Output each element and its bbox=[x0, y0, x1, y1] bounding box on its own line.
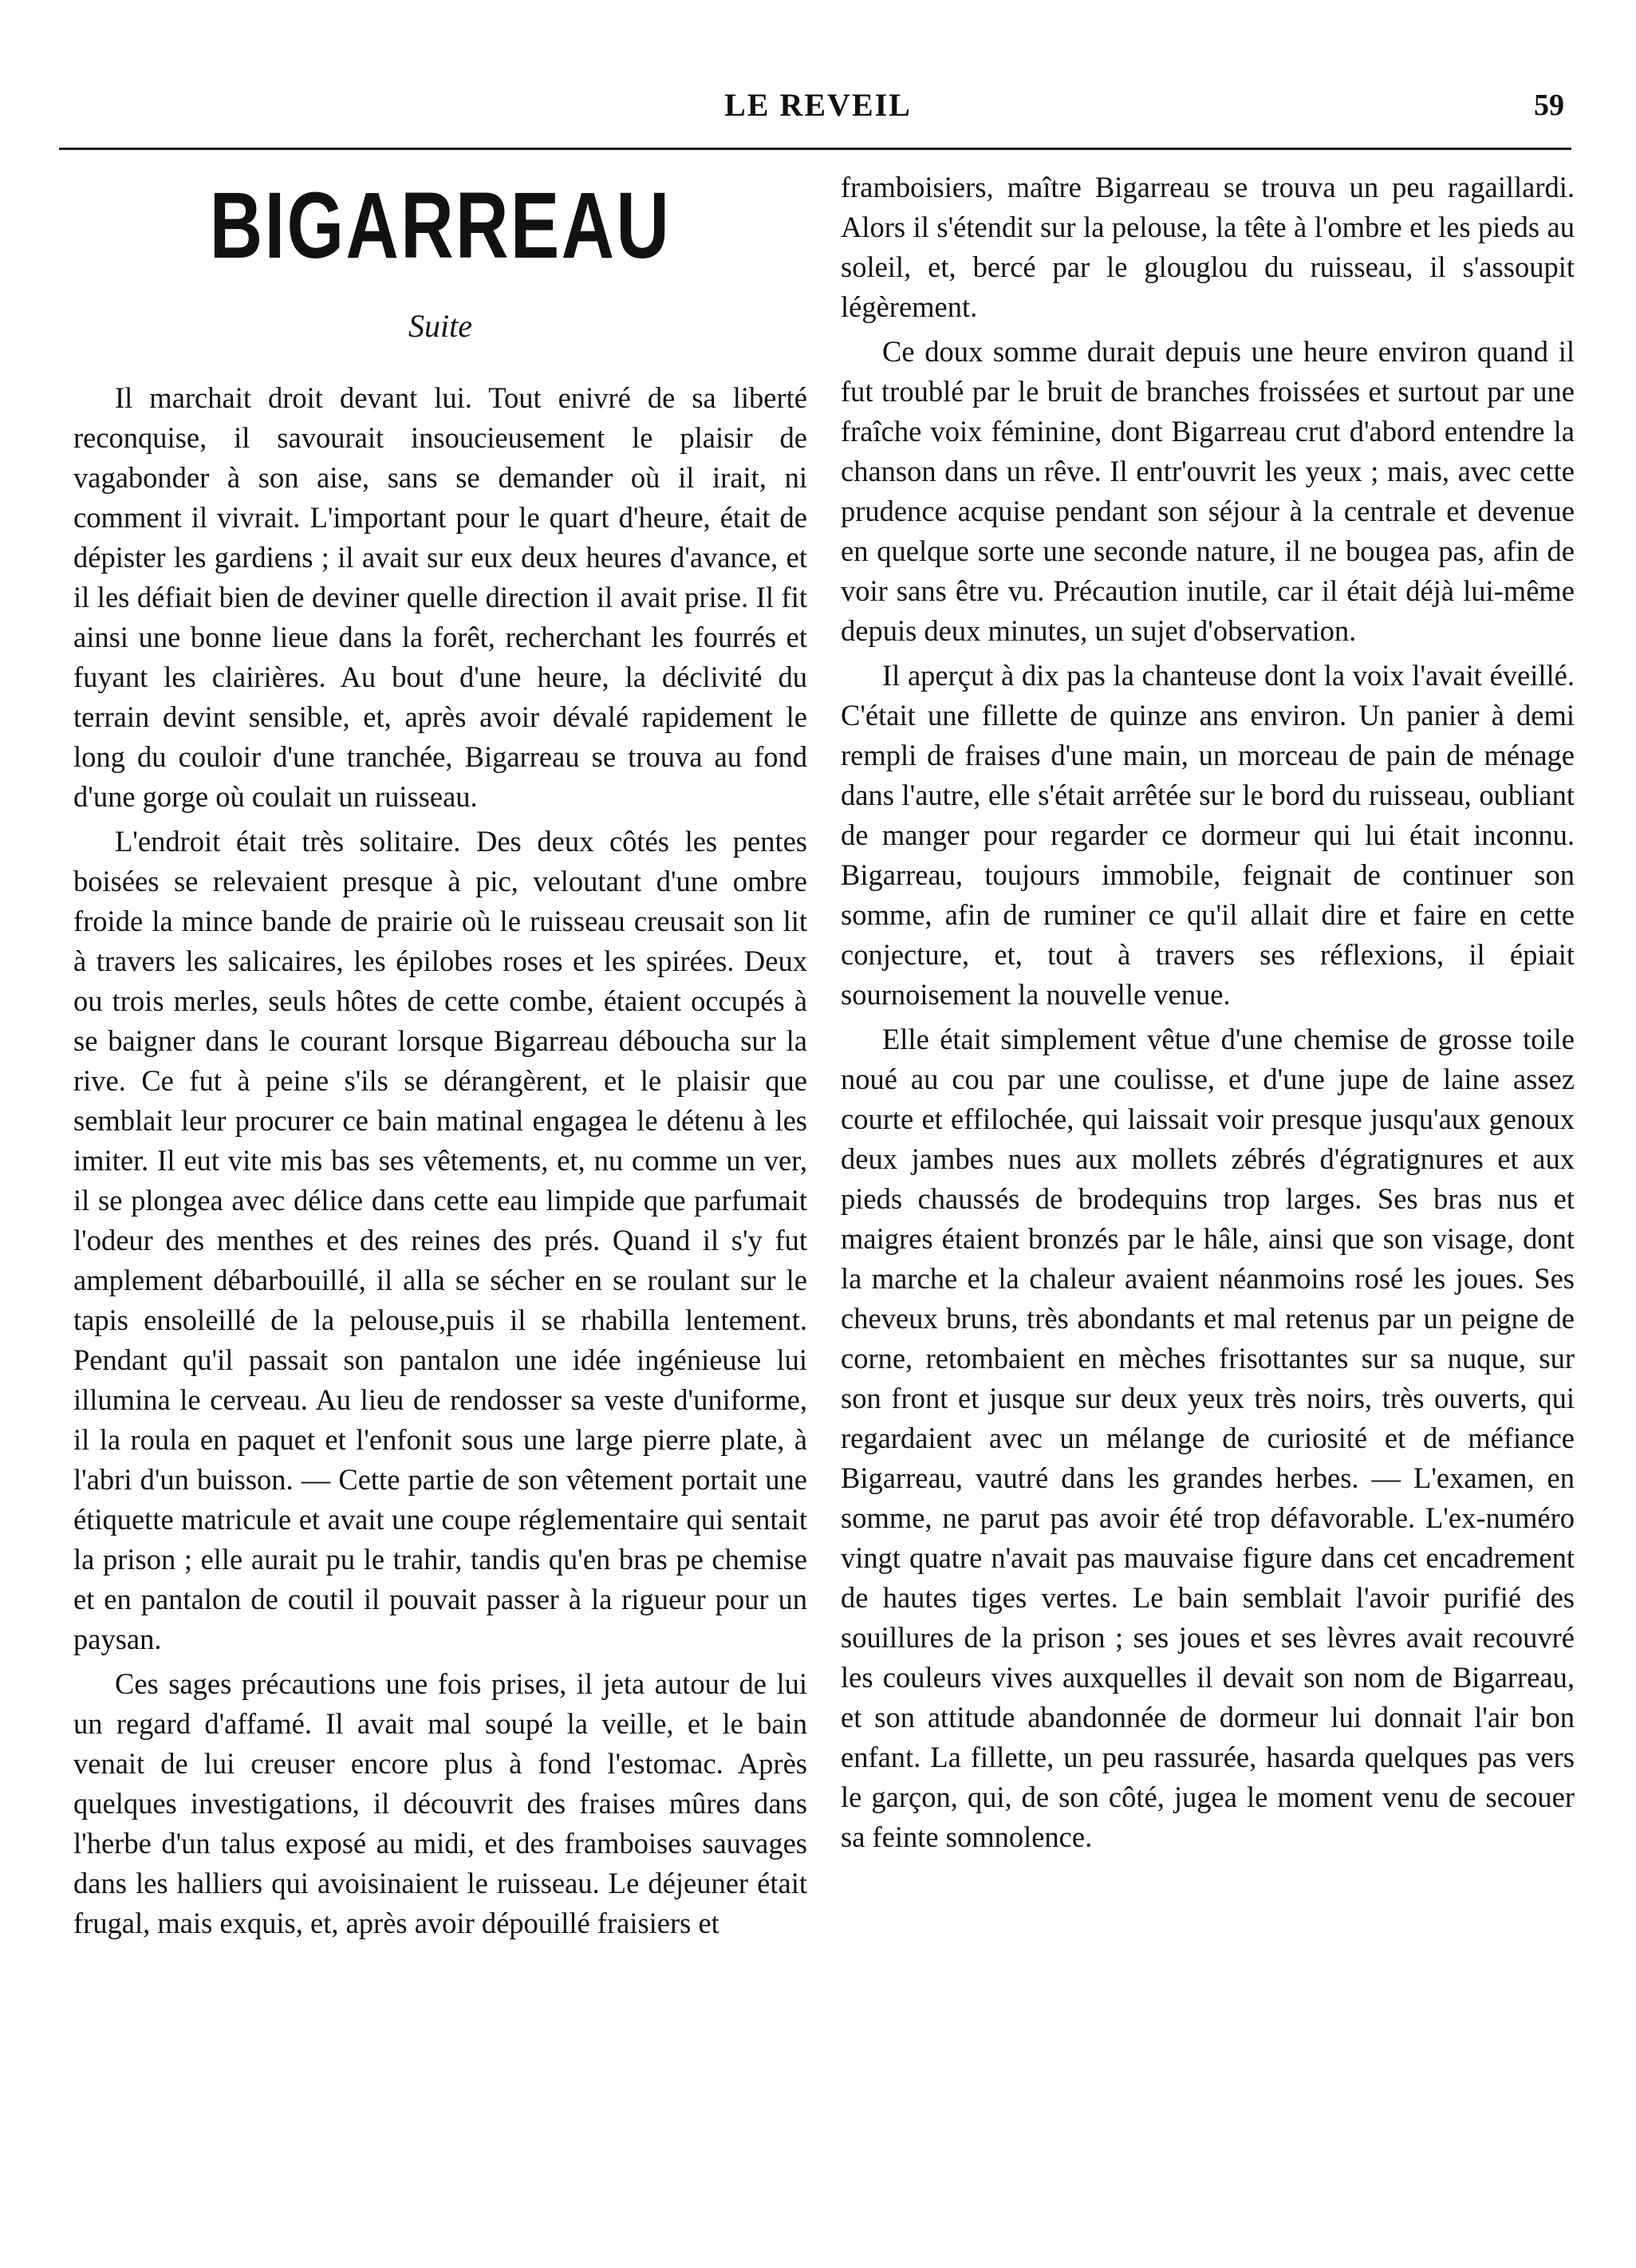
running-title: LE REVEIL bbox=[724, 87, 912, 123]
paragraph: L'endroit était très solitaire. Des deux côtés les pentes boisées se relevaient presque à pic, veloutant d'une ombre froide la mince bande de prairie où le ruisseau creusait son lit à travers les salicaires, les épilobes roses et les spirées. Deux ou trois merles, seuls hôtes de cette combe, étaient occupés à se baigner dans le courant lorsque Bigarreau déboucha sur la rive. Ce fut à peine s'ils se dérangèrent, et le plaisir que semblait leur procurer ce bain matinal engagea le détenu à les imiter. Il eut vite mis bas ses vêtements, et, nu comme un ver, il se plongea avec délice dans cette eau limpide que parfumait l'odeur des menthes et des reines des prés. Quand il s'y fut amplement débarbouillé, il alla se sécher en se roulant sur le tapis ensoleillé de la pelouse,puis il se rhabilla lentement. Pendant qu'il passait son pantalon une idée ingénieuse lui illumina le cerveau. Au lieu de rendosser sa veste d'uniforme, il la roula en paquet et l'enfonit sous une large pierre plate, à l'abri d'un buisson. — Cette partie de son vêtement portait une étiquette matricule et avait une coupe réglementaire qui sentait la prison ; elle aurait pu le trahir, tandis qu'en bras pe chemise et en pantalon de coutil il pouvait passer à la rigueur pour un paysan. bbox=[73, 825, 807, 1655]
paragraph: Elle était simplement vêtue d'une chemise de grosse toile noué au cou par une coulisse, et d'une jupe de laine assez courte et effilochée, qui laissait voir presque jusqu'aux genoux deux jambes nues aux mollets zébrés d'égratignures et aux pieds chaussés de brodequins trop larges. Ses bras nus et maigres étaient bronzés par le hâle, ainsi que son visage, dont la marche et la chaleur avaient néanmoins rosé les joues. Ses cheveux bruns, très abondants et mal retenus par un peigne de corne, retombaient en mèches frisottantes sur sa nuque, sur son front et jusque sur deux yeux très noirs, très ouverts, qui regardaient avec un mélange de curiosité et de méfiance Bigarreau, vautré dans les grandes herbes. — L'examen, en somme, ne parut pas avoir été trop défavorable. L'ex-numéro vingt quatre n'avait pas mauvaise figure dans cet encadrement de hautes tiges vertes. Le bain semblait l'avoir purifié des souillures de la prison ; ses joues et ses lèvres avait recouvré les couleurs vives auxquelles il devait son nom de Bigarreau, et son attitude abandonnée de dormeur lui donnait l'air bon enfant. La fillette, un peu rassurée, hasarda quelques pas vers le garçon, qui, de son côté, jugea le moment venu de secouer sa feinte somnolence. bbox=[841, 1023, 1575, 1853]
paragraph-continued: framboisiers, maître Bigarreau se trouva un peu ragaillardi. Alors il s'étendit sur la pelouse, la tête à l'ombre et les pieds au soleil, et, bercé par le glouglou du ruisseau, il s'assoupit légèrement. bbox=[841, 171, 1575, 323]
article-subtitle: Suite bbox=[408, 308, 472, 344]
paragraph: Il marchait droit devant lui. Tout enivré de sa liberté reconquise, il savourait insoucieusement le plaisir de vagabonder à son aise, sans se demander où il irait, ni comment il vivrait. L'important pour le quart d'heure, était de dépister les gardiens ; il avait sur eux deux heures d'avance, et il les défiait bien de deviner quelle direction il avait prise. Il fit ainsi une bonne lieue dans la forêt, recherchant les fourrés et fuyant les clairières. Au bout d'une heure, la déclivité du terrain devint sensible, et, après avoir dévalé rapidement le long du couloir d'une tranchée, Bigarreau se trouva au fond d'une gorge où coulait un ruisseau. bbox=[73, 381, 807, 813]
header-rule bbox=[59, 148, 1571, 150]
page-number: 59 bbox=[1534, 89, 1564, 122]
paragraph: Il aperçut à dix pas la chanteuse dont la voix l'avait éveillé. C'était une fillette de quinze ans environ. Un panier à demi rempli de fraises d'une main, un morceau de pain de ménage dans l'autre, elle s'était arrêtée sur le bord du ruisseau, oubliant de manger pour regarder ce dormeur qui lui était inconnu. Bigarreau, toujours immobile, feignait de continuer son somme, afin de ruminer ce qu'il allait dire et faire en cette conjecture, et, tout à travers ses réflexions, il épiait sournoisement la nouvelle venue. bbox=[841, 659, 1575, 1011]
page-header bbox=[0, 80, 1636, 128]
column-left bbox=[73, 168, 807, 1943]
paragraph: Ce doux somme durait depuis une heure environ quand il fut troublé par le bruit de branches froissées et surtout par une fraîche voix féminine, dont Bigarreau crut d'abord entendre la chanson dans un rêve. Il entr'ouvrit les yeux ; mais, avec cette prudence acquise pendant son séjour à la centrale et devenue en quelque sorte une seconde nature, il ne bougea pas, afin de voir sans être vu. Précaution inutile, car il était déjà lui-même depuis deux minutes, un sujet d'observation. bbox=[841, 335, 1575, 647]
paragraph: Ces sages précautions une fois prises, il jeta autour de lui un regard d'affamé. Il avait mal soupé la veille, et le bain venait de lui creuser encore plus à fond l'estomac. Après quelques investigations, il découvrit des fraises mûres dans l'herbe d'un talus exposé au midi, et des framboises sauvages dans les halliers qui avoisinaient le ruisseau. Le déjeuner était frugal, mais exquis, et, après avoir dépouillé fraisiers et bbox=[73, 1667, 807, 1939]
column-right bbox=[841, 168, 1575, 1857]
article-title: BIGARREAU bbox=[209, 173, 672, 278]
